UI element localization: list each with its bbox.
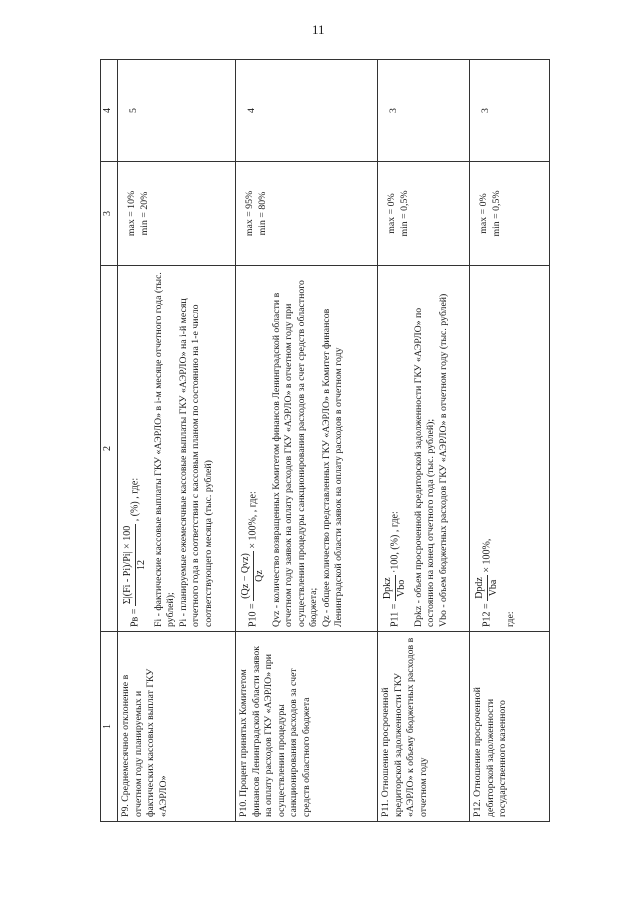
variable-description: Pi - планируемые ежемесячные кассовые выплаты ГКУ «АЭРЛО» на i-й месяц отчетного года в соответствии с кассовым планом по состоянию на 1-е число соответствующего месяца (тыс. рублей) bbox=[177, 298, 214, 627]
formula-numerator: Dpkz bbox=[382, 575, 396, 601]
formula-tail: × 100%, bbox=[481, 538, 493, 573]
indicators-table bbox=[100, 59, 550, 822]
formula-tail: × 100%, bbox=[247, 514, 259, 549]
criteria-min: min = 80% bbox=[256, 191, 268, 236]
formula-tail: , (%) bbox=[129, 501, 141, 522]
formula bbox=[474, 270, 501, 627]
indicator-name: P11. Отношение просроченной кредиторской задолженности ГКУ «АЭРЛО» к объему бюджетных расходов в отчетном году bbox=[378, 632, 470, 822]
variable-description: Qz - общее количество представленных ГКУ «АЭРЛО» в Комитет финансов Ленинградской области заявок на оплату расходов в отчетном году bbox=[320, 308, 345, 627]
indicator-name: P10. Процент принятых Комитетом финансов Ленинградской области заявок на оплату расходов ГКУ «АЭРЛО» при осуществлении процедуры санкционирования расходов за счет средств областного бюджета bbox=[236, 632, 378, 822]
indicator-name: P12. Отношение просроченной дебиторской задолженности государственного казенного bbox=[470, 632, 550, 822]
formula bbox=[240, 270, 267, 627]
criteria-cell bbox=[470, 162, 550, 266]
points-cell: 4 bbox=[236, 60, 378, 162]
formula-numerator: Dpdz bbox=[474, 575, 488, 601]
formula-lhs: P11 = bbox=[389, 603, 401, 627]
indicator-formula-cell bbox=[470, 266, 550, 632]
formula bbox=[122, 270, 149, 627]
header-col-3: 3 bbox=[101, 162, 118, 266]
header-col-1: 1 bbox=[101, 632, 118, 822]
criteria-cell bbox=[118, 162, 236, 266]
table-row bbox=[118, 60, 236, 822]
points-cell: 3 bbox=[378, 60, 470, 162]
formula-numerator: Σ|(Fi - Pi)/Pi| × 100 bbox=[122, 524, 136, 606]
indicator-formula-cell bbox=[378, 266, 470, 632]
points-cell: 3 bbox=[470, 60, 550, 162]
table-header-row bbox=[101, 60, 118, 822]
points-cell: 5 bbox=[118, 60, 236, 162]
formula-where: , где: bbox=[129, 477, 141, 499]
criteria-cell bbox=[378, 162, 470, 266]
formula-lhs: Pв = bbox=[129, 608, 141, 627]
indicator-formula-cell bbox=[236, 266, 378, 632]
formula-where: где: bbox=[504, 611, 516, 627]
formula bbox=[382, 270, 409, 627]
indicator-name: P9. Среднемесячное отклонение в отчетном году планируемых и фактических кассовых выплат ГКУ «АЭРЛО» bbox=[118, 632, 236, 822]
formula-fraction bbox=[122, 524, 149, 606]
header-col-2: 2 bbox=[101, 266, 118, 632]
criteria-min: min = 20% bbox=[138, 191, 150, 236]
formula-fraction bbox=[240, 551, 267, 601]
criteria-min: min = 0,5% bbox=[398, 190, 410, 237]
page-number: 11 bbox=[312, 22, 325, 37]
variable-description: Fi - фактические кассовые выплаты ГКУ «АЭРЛО» в i-м месяце отчетного года (тыс. рублей); bbox=[152, 272, 177, 627]
criteria-min: min = 0,5% bbox=[490, 190, 502, 237]
formula-lhs: P10 = bbox=[247, 603, 259, 627]
formula-denominator: Vbo bbox=[395, 579, 407, 597]
criteria-max: max = 0% bbox=[386, 193, 397, 234]
table-row bbox=[236, 60, 378, 822]
formula-numerator: (Qz − Qvz) bbox=[240, 551, 254, 601]
table-row bbox=[378, 60, 470, 822]
formula-fraction bbox=[382, 575, 409, 601]
criteria-max: max = 95% bbox=[244, 190, 255, 237]
variable-description: Dpkz - объем просроченной кредиторской задолженности ГКУ «АЭРЛО» по состоянию на конец отчетного года (тыс. рублей); bbox=[412, 307, 437, 627]
criteria-max: max = 10% bbox=[126, 190, 137, 237]
rotated-table-wrapper bbox=[100, 60, 550, 822]
formula-denominator: Qz bbox=[253, 570, 265, 582]
formula-denominator: 12 bbox=[135, 559, 147, 570]
formula-tail: ·100, (%) bbox=[389, 534, 401, 573]
formula-where: , где: bbox=[389, 511, 401, 533]
header-col-4: 4 bbox=[101, 60, 118, 162]
variable-description: Vbo - объем бюджетных расходов ГКУ «АЭРЛО» в отчетном году (тыс. рублей) bbox=[437, 293, 449, 627]
criteria-cell bbox=[236, 162, 378, 266]
criteria-max: max = 0% bbox=[478, 193, 489, 234]
table-row bbox=[470, 60, 550, 822]
formula-where: , где: bbox=[247, 491, 259, 513]
indicator-formula-cell bbox=[118, 266, 236, 632]
formula-denominator: Vba bbox=[487, 579, 499, 597]
variable-description: Qvz - количество возвращенных Комитетом финансов Ленинградской области в отчетном году заявок на оплату расходов ГКУ «АЭРЛО» в отчетном году при осуществлении процедуры санкционирования расходов за счет средств областного бюджета; bbox=[270, 280, 320, 627]
formula-fraction bbox=[474, 575, 501, 601]
formula-lhs: P12 = bbox=[481, 603, 493, 627]
